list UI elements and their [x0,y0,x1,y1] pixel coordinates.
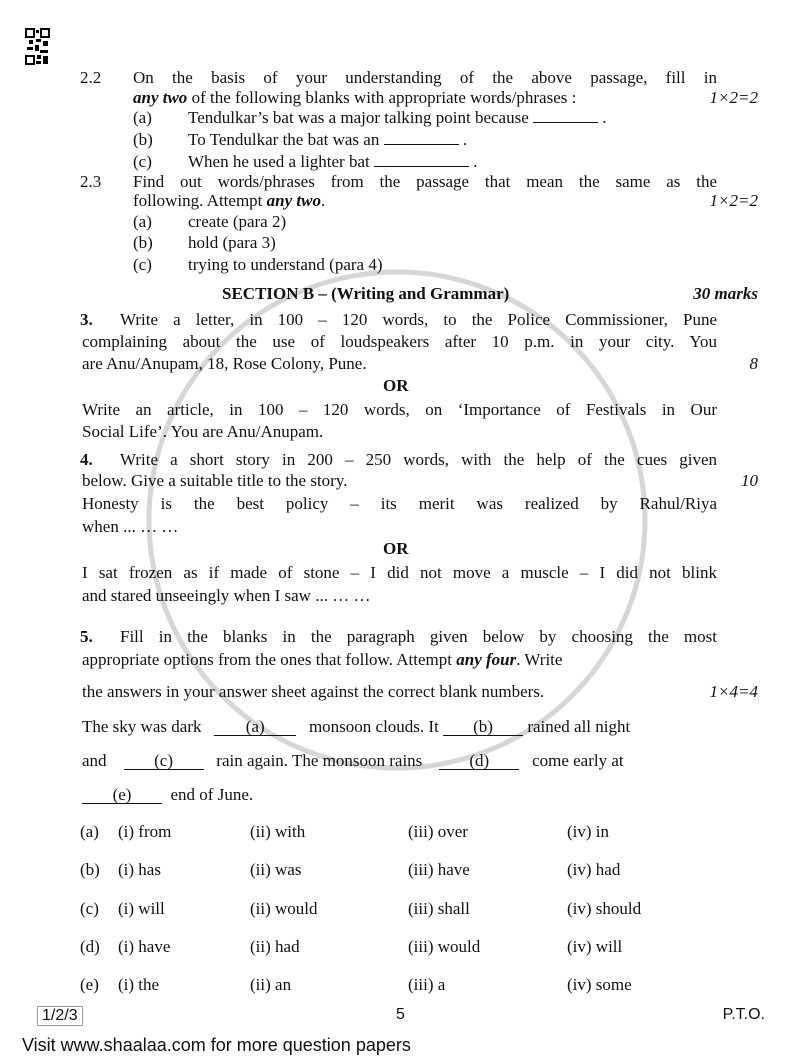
item-end: . [462,130,468,149]
paper-code: 1/2/3 [37,1006,83,1026]
question-line [133,88,576,108]
question-text-end: . [320,191,326,210]
option-label: (a) [80,822,99,841]
option-label: (d) [80,937,100,956]
item: trying to understand (para 4) [188,255,383,274]
page-number: 5 [396,1006,405,1023]
question-number: 5. [80,627,93,646]
question-text: Write a letter, in 100 – 120 words, to the Police Commissioner, Pune [120,310,717,329]
item [188,108,607,128]
blank-b: (b) [443,719,523,736]
option: (iv) should [567,899,642,918]
pto-label: P.T.O. [722,1006,765,1023]
option: (iv) will [567,937,623,956]
question-number: 2.2 [80,68,102,87]
emphasis: any two [266,191,321,210]
item-text: Tendulkar’s bat was a major talking point because [188,108,529,127]
item-label: (c) [133,152,152,171]
item-end: . [473,152,478,171]
question-text: complaining about the use of loudspeakers after 10 p.m. in your city. You [82,332,717,351]
option: (iv) in [567,822,610,841]
question-number: 4. [80,450,93,469]
paragraph-text: monsoon clouds. It [308,717,439,736]
question-text: I sat frozen as if made of stone – I did not move a muscle – I did not blink [82,563,717,582]
marks: 1×2=2 [709,88,758,107]
question-number: 3. [80,310,93,329]
question-text: when ... … … [82,517,179,536]
marks: 1×2=2 [709,191,758,210]
paragraph-text: end of June. [170,785,254,804]
blank-a: (a) [214,719,296,736]
blank-d: (d) [439,753,519,770]
question-text: Write an article, in 100 – 120 words, on ‘Importance of Festivals in Our [82,400,717,419]
marks: 10 [741,471,758,490]
item-text: To Tendulkar the bat was an [188,130,380,149]
paragraph-line [82,717,630,737]
option: (ii) was [250,860,302,879]
paragraph-text: The sky was dark [82,717,202,736]
option: (ii) with [250,822,306,841]
question-text: Fill in the blanks in the paragraph given below by choosing the most [120,627,717,646]
question-line [133,191,325,211]
option: (iv) some [567,975,632,994]
option: (iii) a [408,975,446,994]
question-line [82,650,562,670]
question-text: appropriate options from the ones that follow. Attempt [82,650,457,669]
item-label: (b) [133,233,153,252]
emphasis: any four [456,650,517,669]
paragraph-text: and [82,751,107,770]
paragraph-text: rained all night [527,717,631,736]
question-text: of the following blanks with appropriate words/phrases : [187,88,577,107]
or-divider: OR [383,376,409,395]
question-text: are Anu/Anupam, 18, Rose Colony, Pune. [82,354,367,373]
option: (iii) have [408,860,470,879]
question-text: On the basis of your understanding of the above passage, fill in [133,68,717,87]
option-label: (b) [80,860,100,879]
option: (i) the [118,975,160,994]
item [188,152,478,172]
blank-c: (c) [124,753,204,770]
question-text: following. Attempt [133,191,267,210]
marks: 1×4=4 [709,682,758,701]
paragraph-line [82,751,624,771]
item-label: (c) [133,255,152,274]
option: (i) has [118,860,161,879]
question-text: Honesty is the best policy – its merit was realized by Rahul/Riya [82,494,717,513]
section-title: SECTION B – (Writing and Grammar) [222,284,510,303]
section-marks: 30 marks [693,284,758,303]
paragraph-line [82,785,253,805]
option-label: (e) [80,975,99,994]
question-text: and stared unseeingly when I saw ... … … [82,586,371,605]
emphasis: any two [133,88,188,107]
item [188,130,467,150]
option: (i) will [118,899,165,918]
item-end: . [602,108,607,127]
item-label: (b) [133,130,153,149]
option: (i) from [118,822,172,841]
question-text: Find out words/phrases from the passage that mean the same as the [133,172,717,191]
item-label: (a) [133,212,152,231]
option: (iv) had [567,860,621,879]
option: (iii) shall [408,899,470,918]
paragraph-text: rain again. The monsoon rains [216,751,423,770]
blank [374,166,469,167]
question-text: Social Life’. You are Anu/Anupam. [82,422,324,441]
or-divider: OR [383,539,409,558]
option: (i) have [118,937,171,956]
option: (ii) an [250,975,292,994]
option: (iii) would [408,937,481,956]
option: (ii) had [250,937,300,956]
option-label: (c) [80,899,99,918]
blank-e: (e) [82,787,162,804]
question-text: Write a short story in 200 – 250 words, with the help of the cues given [120,450,717,469]
option: (ii) would [250,899,318,918]
item: hold (para 3) [188,233,276,252]
question-text-end: . Write [516,650,563,669]
blank [533,122,598,123]
blank [384,144,459,145]
qr-code-icon [25,28,50,65]
question-text: the answers in your answer sheet against the correct blank numbers. [82,682,545,701]
paragraph-text: come early at [532,751,624,770]
item: create (para 2) [188,212,287,231]
visit-link[interactable]: Visit www.shaalaa.com for more question papers [22,1035,411,1055]
option: (iii) over [408,822,468,841]
marks: 8 [749,354,758,373]
question-text: below. Give a suitable title to the story. [82,471,348,490]
question-number: 2.3 [80,172,102,191]
item-label: (a) [133,108,152,127]
item-text: When he used a lighter bat [188,152,370,171]
